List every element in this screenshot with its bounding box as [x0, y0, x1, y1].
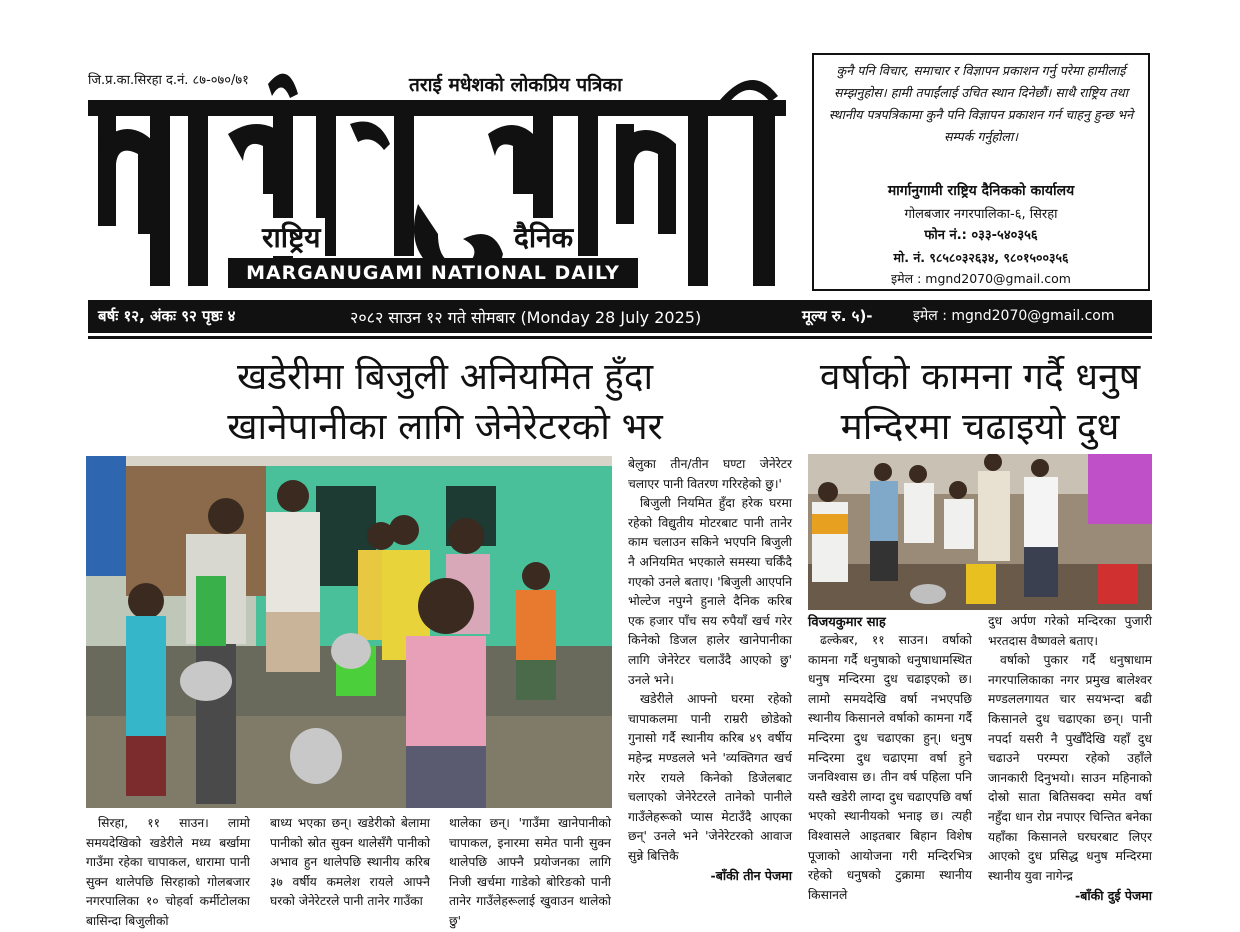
office-mobile: मो. नं. ९८५८०३२६३४, ९८०१५००३५६ [893, 250, 1069, 265]
paragraph: बाध्य भएका छन्। खडेरीको बेलामा पानीको स्रोत सुक्न थालेसँगै पानीको अभाव हुन थालेपछि स्थानीय करिब ३७ वर्षीय कमलेश रायले आफ्नै घरको जेनेरेटरले पानी तानेर गाउँका [270, 816, 430, 909]
story-temple-column-1 [808, 631, 972, 905]
logo-sub-daily: दैनिक [510, 218, 577, 256]
continued-note: -बाँकी दुई पेजमा [1075, 888, 1152, 904]
paragraph: वर्षाको पुकार गर्दै धनुषाधाम नगरपालिकाका नगर प्रमुख बालेश्वर मण्डललगायत चार सयभन्दा बढी किसानले दुध चढाएका छन्। पानी नपर्दा यसरी नै पुर्खौँदेखि यहाँ दुध चढाउने परम्परा रहेको उहाँले जानकारी दिनुभयो। साउन महिनाको दोस्रो साता बितिसक्दा समेत वर्षा नहुँदा धान रोप्न नपाएर चिन्तित बनेका यहाँका किसानले घरघरबाट लिएर आएको दुध प्रसिद्ध धनुष मन्दिरमा स्थानीय युवा नागेन्द्र [988, 653, 1152, 883]
issue-date: २०८२ साउन १२ गते सोमबार (Monday 28 July 2025) [350, 308, 702, 327]
byline: विजयकुमार साह [808, 615, 886, 630]
story-temple-column-2 [988, 612, 1152, 906]
story-photo-temple [808, 454, 1152, 610]
office-address: गोलबजार नगरपालिका-६, सिरहा [904, 207, 1058, 222]
story-water-column-3 [449, 814, 611, 932]
story-water-column-2 [270, 814, 430, 912]
divider [88, 336, 1152, 339]
paragraph: दुध अर्पण गरेको मन्दिरका पुजारी भरतदास वैष्णवले बताए। [988, 614, 1152, 648]
logo-sub-national: राष्ट्रिय [258, 218, 325, 256]
paragraph: सिरहा, ११ साउन। लामो समयदेखिको खडेरीले मध्य बर्खामा गाउँमा रहेका चापाकल, धारामा पानी सुक्न थालेपछि सिरहाको गोलबजार नगरपालिका १० चोहर्वा कर्मीटोलका बासिन्दा बिजुलीको [86, 816, 250, 928]
story-headline-temple [800, 352, 1160, 452]
english-name-banner: MARGANUGAMI NATIONAL DAILY [228, 258, 638, 288]
office-phone: फोन नं.: ०३३-५४०३५६ [924, 228, 1038, 243]
newspaper-logo [88, 64, 788, 290]
tagline: तराई मधेशको लोकप्रिय पत्रिका [405, 71, 626, 97]
paragraph: बेलुका तीन/तीन घण्टा जेनेरेटर चलाएर पानी वितरण गरिरहेको छु।' [628, 457, 792, 491]
paragraph: थालेका छन्। 'गाउँमा खानेपानीको चापाकल, इनारमा समेत पानी सुक्न थालेपछि आफ्नै प्रयोजनका लागि निजी खर्चमा गाडेको बोरिङको पानी तानेर गाउँलेहरूलाई खुवाउन थालेको छु' [449, 816, 611, 928]
registration-number: जि.प्र.का.सिरहा द.नं. ८७-०७०/७१ [88, 73, 249, 88]
headline-line: खडेरीमा बिजुली अनियमित हुँदा [236, 355, 654, 398]
issue-price: मूल्य रु. ५)- [802, 307, 873, 325]
headline-line: मन्दिरमा चढाइयो दुध [840, 405, 1120, 448]
issue-email: इमेल : mgnd2070@gmail.com [913, 308, 1115, 324]
paragraph: बिजुली नियमित हुँदा हरेक घरमा रहेको विद्युतीय मोटरबाट पानी तानेर काम चलाउन सकिने भएपनि बिजुली नै अनियमित भएकाले समस्या चर्किँदै गएको उनले बताए। 'बिजुली आएपनि भोल्टेज नपुग्ने हुनाले दैनिक करिब एक हजार पाँच सय रुपैयाँ खर्च गरेर किनेको डिजल हालेर खानेपानीका लागि जेनेरेटर चलाउँदै आएको छु' उनले भने। [628, 496, 792, 687]
continued-note: -बाँकी तीन पेजमा [710, 868, 792, 884]
headline-line: खानेपानीका लागि जेनेरेटरको भर [227, 405, 663, 448]
story-photo-water [86, 456, 612, 808]
story-headline-water [160, 352, 730, 452]
paragraph: ढल्केबर, ११ साउन। वर्षाको कामना गर्दै धनुषाको धनुषाधामस्थित धनुष मन्दिरमा दुध चढाइएको छ। लामो समयदेखि वर्षा नभएपछि स्थानीय किसानले वर्षाको कामना गर्दै मन्दिरमा दुध चढाएका हुन्। धनुष मन्दिरमा दुध चढाएमा वर्षा हुने जनविश्वास छ। तीन वर्ष पहिला पनि यस्तै खडेरी लाग्दा दुध चढाएपछि वर्षा भएको स्थानीयको भनाइ छ। त्यही विश्वासले आइतबार बिहान विशेष पूजाको आयोजना गरी मन्दिरभित्र रहेको धनुषको टुक्रामा स्थानीय किसानले [808, 633, 972, 902]
office-email: इमेल : mgnd2070@gmail.com [891, 271, 1071, 286]
headline-line: वर्षाको कामना गर्दै धनुष [819, 355, 1141, 398]
office-title: मार्गानुगामी राष्ट्रिय दैनिकको कार्यालय [887, 183, 1075, 199]
advertising-notice: कुनै पनि विचार, समाचार र विज्ञापन प्रकाशन गर्नु परेमा हामीलाई सम्झनुहोस। हामी तपाईंलाई उचित स्थान दिनेछौं। साथै राष्ट्रिय तथा स्थानीय पत्रपत्रिकामा कुनै पनि विज्ञापन प्रकाशन गर्न चाहनु हुन्छ भने सम्पर्क गर्नुहोला। [828, 63, 1134, 144]
story-water-column-4 [628, 455, 792, 886]
issue-volume: बर्षः १२, अंकः ९२ पृष्ठः ४ [98, 307, 236, 325]
story-water-column-1 [86, 814, 250, 932]
paragraph: खडेरीले आफ्नो घरमा रहेको चापाकलमा पानी राम्ररी छोडेको गुनासो गर्दै स्थानीय करिब ४९ वर्षीय महेन्द्र मण्डलले भने 'व्यक्तिगत खर्च गरेर रायले किनेको डिजेलबाट चलाएको जेनेरेटरले तानेको पानीले गाउँलेहरूको प्यास मेटाउँदै आएका छन्' उनले भने 'जेनेरेटरको आवाज सुन्ने बित्तिकै [628, 692, 792, 863]
